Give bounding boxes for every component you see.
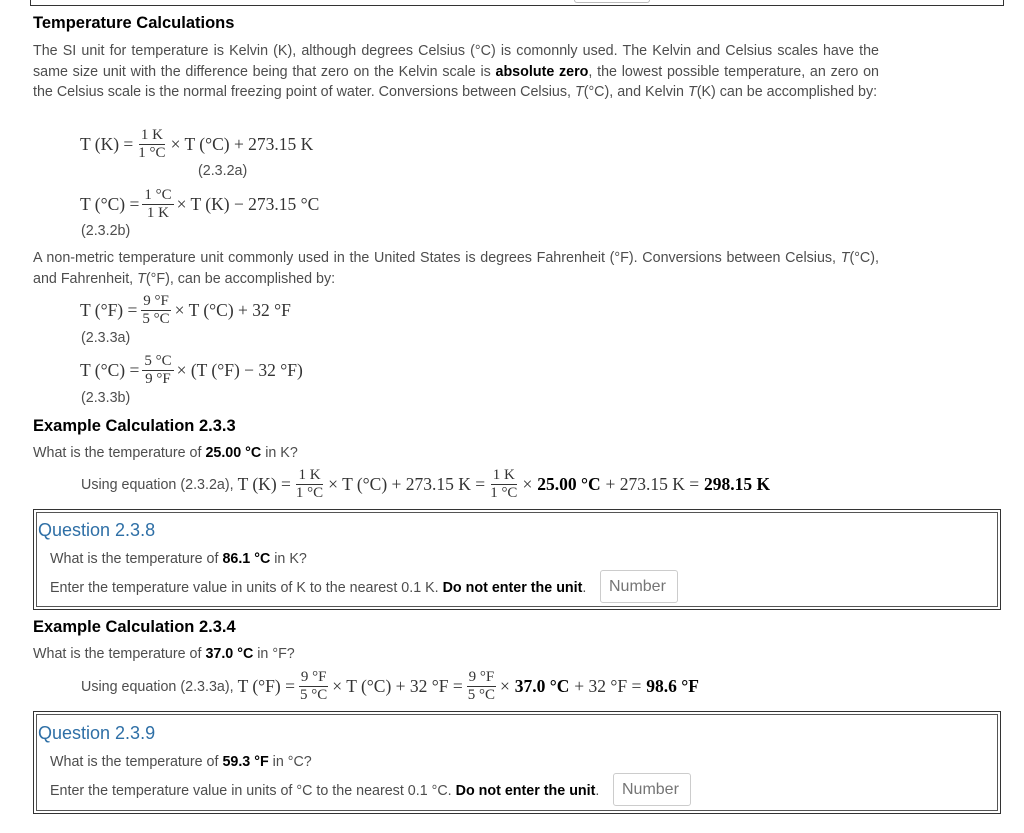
example-2-3-3-question: What is the temperature of 25.00 °C in K? [33,445,298,461]
question-2-3-8-instructions: Enter the temperature value in units of K to the nearest 0.1 K. Do not enter the unit. [50,580,587,596]
answer-input-2-3-8[interactable] [600,570,678,603]
question-2-3-8-prompt: What is the temperature of 86.1 °C in K? [50,551,307,567]
example-2-3-3-solution: Using equation (2.3.2a), T (K) = $\frac{1 K}{1 ^\circ C}$ × T (°C) + 273.15 K = $\frac{1 K}{1 ^\circ C}$ × 25.00 °C + 273.15 K = 298.15 K [81,467,771,501]
question-2-3-9-instructions: Enter the temperature value in units of °C to the nearest 0.1 °C. Do not enter the unit. [50,783,600,799]
equation-tag-2-3-3b: (2.3.3b) [81,390,131,406]
equation-2-3-2a: T (K) = $\frac{1 K}{1 ^\circ C}$ × T (°C) + 273.15 K [80,127,314,161]
equation-2-3-2b: T (°C) = $\frac{1 ^\circ C}{1 K}$ × T (K) − 273.15 °C [80,187,320,221]
question-2-3-9-prompt: What is the temperature of 59.3 °F in °C? [50,754,312,770]
example-2-3-4-title: Example Calculation 2.3.4 [33,618,236,636]
fahrenheit-paragraph: A non-metric temperature unit commonly used in the United States is degrees Fahrenheit (°F). Conversions between Celsius, T(°C), and Fahrenheit, T(°F), can be accomplished by: [33,250,879,287]
example-2-3-4-solution: Using equation (2.3.3a), T (°F) = $\frac{9 ^\circ F}{5 ^\circ C}$ × T (°C) + 32 °F = $\frac{9 ^\circ F}{5 ^\circ C}$ × 37.0 °C + 32 °F = 98.6 °F [81,669,699,703]
example-2-3-4-question: What is the temperature of 37.0 °C in °F? [33,646,295,662]
previous-input-stub [574,0,650,3]
equation-tag-2-3-3a: (2.3.3a) [81,330,131,346]
answer-input-2-3-9[interactable] [613,773,691,806]
equation-2-3-3a: T (°F) = $\frac{9 ^\circ F}{5 ^\circ C}$ × T (°C) + 32 °F [80,293,291,327]
example-2-3-3-title: Example Calculation 2.3.3 [33,417,236,435]
question-2-3-9-title: Question 2.3.9 [38,723,156,743]
question-2-3-9-box [33,711,1001,814]
question-2-3-8-title: Question 2.3.8 [38,520,156,540]
equation-2-3-3b: T (°C) = $\frac{5 ^\circ C}{9 ^\circ F}$ × (T (°F) − 32 °F) [80,353,303,387]
intro-paragraph: The SI unit for temperature is Kelvin (K), although degrees Celsius (°C) is comonnly used. The Kelvin and Celsius scales have the same size unit with the difference being that zero on the Kelvin scale is absolute zero, the lowest possible temperature, an zero on the Celsius scale is the normal freezing point of water. Conversions between Celsius, T(°C), and Kelvin T(K) can be accomplished by: [33,43,880,100]
previous-question-frame [30,0,1004,6]
question-2-3-8-box [33,509,1001,610]
section-title: Temperature Calculations [33,14,235,32]
equation-tag-2-3-2b: (2.3.2b) [81,223,131,239]
equation-tag-2-3-2a: (2.3.2a) [198,163,248,179]
